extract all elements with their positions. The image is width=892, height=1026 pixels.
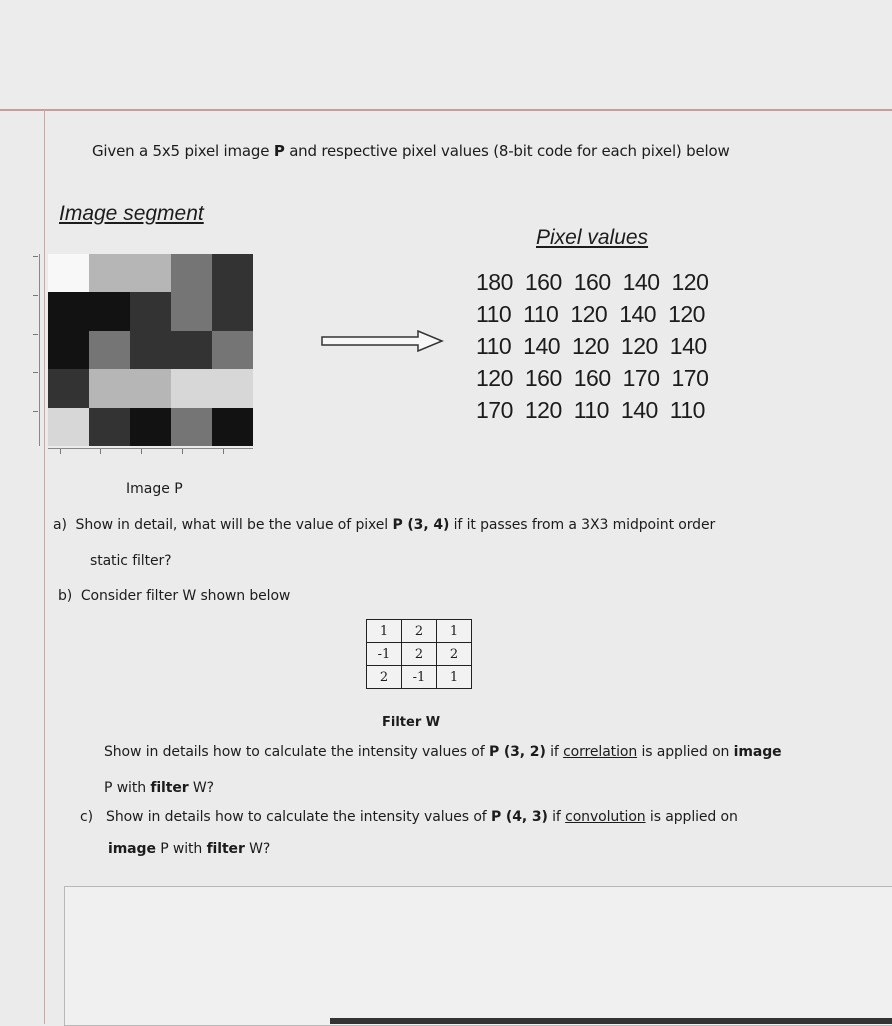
pixel-cell bbox=[130, 331, 171, 369]
question-c-image-word: image bbox=[108, 841, 156, 857]
pixel-cell bbox=[130, 369, 171, 407]
image-y-tick bbox=[33, 334, 38, 335]
pixel-value: 170 bbox=[671, 365, 709, 391]
pixel-cell bbox=[89, 408, 130, 446]
image-y-tick bbox=[33, 256, 38, 257]
pixel-cell bbox=[130, 408, 171, 446]
filter-w-table bbox=[366, 619, 472, 689]
intro-post: and respective pixel values (8-bit code for each pixel) below bbox=[284, 142, 730, 160]
filter-row bbox=[367, 620, 472, 643]
pixel-value: 110 bbox=[669, 397, 705, 423]
question-c-line2-mid: P with bbox=[155, 841, 207, 857]
question-a-line1 bbox=[53, 517, 715, 533]
pixel-cell bbox=[171, 408, 212, 446]
pixel-cell bbox=[48, 408, 89, 446]
pixel-value: 110 bbox=[476, 301, 512, 327]
question-c-text: Show in details how to calculate the intensity values of bbox=[106, 809, 491, 825]
question-a-text-end: if it passes from a 3X3 midpoint order bbox=[449, 517, 716, 533]
correlation-term: correlation bbox=[563, 744, 638, 760]
pixel-cell bbox=[130, 292, 171, 330]
filter-cell: 2 bbox=[437, 643, 472, 666]
pixel-value: 120 bbox=[570, 301, 608, 327]
pixel-value: 140 bbox=[523, 333, 561, 359]
pixel-value: 120 bbox=[668, 301, 705, 327]
pixel-values-row bbox=[476, 298, 720, 330]
page-divider bbox=[0, 109, 892, 111]
pixel-value: 140 bbox=[669, 333, 707, 359]
pixel-value: 120 bbox=[524, 397, 562, 423]
image-p-caption: Image P bbox=[126, 481, 183, 497]
filter-cell: 1 bbox=[367, 620, 402, 643]
image-x-tick bbox=[100, 449, 101, 454]
image-segment-title: Image segment bbox=[59, 202, 204, 225]
image-y-tick bbox=[33, 372, 38, 373]
question-a-marker: a) bbox=[53, 517, 67, 533]
convolution-term: convolution bbox=[565, 809, 646, 825]
filter-row bbox=[367, 666, 472, 689]
question-a-pixel: P (3, 4) bbox=[392, 517, 450, 533]
pixel-value: 140 bbox=[620, 397, 658, 423]
pixel-cell bbox=[89, 369, 130, 407]
filter-cell: -1 bbox=[367, 643, 402, 666]
question-c-pixel: P (4, 3) bbox=[490, 809, 548, 825]
question-b-line2-pre: P with bbox=[104, 780, 151, 796]
pixel-value: 160 bbox=[524, 269, 562, 295]
pixel-cell bbox=[48, 292, 89, 330]
pixel-cell bbox=[89, 254, 130, 292]
filter-w-caption: Filter W bbox=[382, 715, 441, 730]
pixel-values-row bbox=[476, 394, 720, 426]
pixel-cell bbox=[212, 292, 253, 330]
pixel-cell bbox=[171, 254, 212, 292]
pixel-value: 160 bbox=[524, 365, 562, 391]
pixel-value: 180 bbox=[476, 269, 513, 295]
question-b-pixel: P (3, 2) bbox=[488, 744, 546, 760]
image-y-tick bbox=[33, 295, 38, 296]
filter-cell: 2 bbox=[367, 666, 402, 689]
pixel-cell bbox=[171, 369, 212, 407]
question-c-if: if bbox=[547, 809, 566, 825]
image-y-axis bbox=[39, 254, 40, 446]
pixel-cell bbox=[48, 369, 89, 407]
pixel-cell bbox=[212, 331, 253, 369]
pixel-cell bbox=[212, 408, 253, 446]
answer-textarea[interactable] bbox=[64, 886, 892, 1026]
pixel-value: 120 bbox=[572, 333, 609, 359]
pixel-cell bbox=[48, 254, 89, 292]
filter-cell: -1 bbox=[402, 666, 437, 689]
image-x-tick bbox=[60, 449, 61, 454]
pixel-cell bbox=[89, 292, 130, 330]
pixel-values-row bbox=[476, 362, 720, 394]
pixel-value: 110 bbox=[573, 397, 609, 423]
pixel-value: 110 bbox=[523, 301, 559, 327]
page-top-band bbox=[0, 0, 892, 110]
pixel-value: 110 bbox=[476, 333, 512, 359]
question-b-detail-line1 bbox=[104, 744, 782, 760]
question-b-detail-text: Show in details how to calculate the intensity values of bbox=[104, 744, 489, 760]
filter-cell: 2 bbox=[402, 620, 437, 643]
question-b-filter-word: filter bbox=[150, 780, 189, 796]
image-p-grid bbox=[48, 254, 253, 446]
pixel-value: 120 bbox=[620, 333, 658, 359]
pixel-values-matrix bbox=[476, 266, 720, 426]
pixel-value: 170 bbox=[622, 365, 660, 391]
question-b-detail-applied: is applied on bbox=[637, 744, 734, 760]
question-c-filter-word: filter bbox=[206, 841, 245, 857]
right-arrow-icon bbox=[320, 330, 444, 352]
pixel-cell bbox=[212, 254, 253, 292]
filter-cell: 1 bbox=[437, 620, 472, 643]
intro-pre: Given a 5x5 pixel image bbox=[92, 142, 274, 160]
question-c-line2-post: W? bbox=[244, 841, 271, 857]
pixel-cell bbox=[171, 292, 212, 330]
question-b-line bbox=[58, 588, 290, 604]
pixel-cell bbox=[89, 331, 130, 369]
filter-row bbox=[367, 643, 472, 666]
pixel-cell bbox=[171, 331, 212, 369]
question-c-applied: is applied on bbox=[645, 809, 738, 825]
question-a-line2: static filter? bbox=[90, 553, 172, 569]
question-b-marker: b) bbox=[58, 588, 73, 604]
pixel-values-row bbox=[476, 266, 720, 298]
intro-p: P bbox=[273, 142, 285, 160]
pixel-cell bbox=[212, 369, 253, 407]
bottom-edge-bar bbox=[330, 1018, 892, 1024]
question-b-detail-line2 bbox=[104, 780, 214, 796]
pixel-value: 160 bbox=[573, 269, 611, 295]
pixel-cell bbox=[48, 331, 89, 369]
image-x-tick bbox=[182, 449, 183, 454]
pixel-value: 160 bbox=[573, 365, 611, 391]
question-c-line2 bbox=[108, 841, 270, 857]
pixel-values-title: Pixel values bbox=[536, 226, 649, 249]
question-a-text: Show in detail, what will be the value of pixel bbox=[75, 517, 393, 533]
question-b-detail-if: if bbox=[545, 744, 564, 760]
image-y-tick bbox=[33, 411, 38, 412]
pixel-value: 170 bbox=[476, 397, 513, 423]
left-margin-line bbox=[44, 110, 45, 1024]
question-b-image-word: image bbox=[733, 744, 782, 760]
question-c-marker: c) bbox=[80, 809, 93, 825]
intro-text bbox=[92, 142, 730, 160]
pixel-values-row bbox=[476, 330, 720, 362]
question-c-line1 bbox=[80, 809, 738, 825]
filter-cell: 2 bbox=[402, 643, 437, 666]
question-b-text: Consider filter W shown below bbox=[80, 588, 291, 604]
pixel-value: 140 bbox=[622, 269, 660, 295]
pixel-value: 140 bbox=[619, 301, 657, 327]
image-x-tick bbox=[141, 449, 142, 454]
filter-cell: 1 bbox=[437, 666, 472, 689]
question-b-line2-post: W? bbox=[188, 780, 214, 796]
pixel-cell bbox=[130, 254, 171, 292]
image-x-tick bbox=[223, 449, 224, 454]
pixel-value: 120 bbox=[476, 365, 513, 391]
pixel-value: 120 bbox=[671, 269, 709, 295]
